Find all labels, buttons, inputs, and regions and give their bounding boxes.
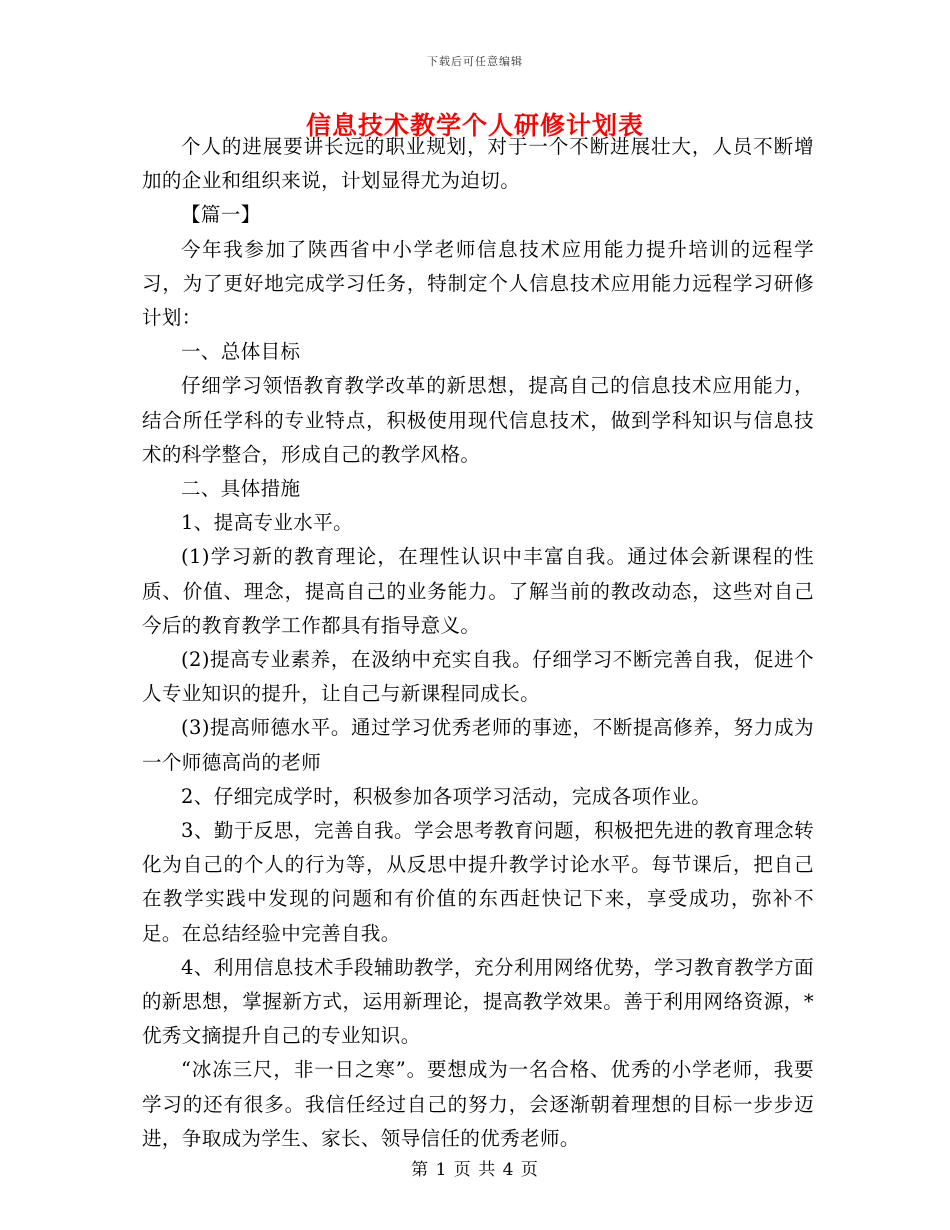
- section-heading-overall-goal: 一、总体目标: [181, 340, 301, 364]
- paragraph: 今年我参加了陕西省中小学老师信息技术应用能力提升培训的远程学习，为了更好地完成学习任务，特制定个人信息技术应用能力远程学习研修计划：: [142, 237, 814, 330]
- paragraph: (2)提高专业素养，在汲纳中充实自我。仔细学习不断完善自我，促进个人专业知识的提升，让自己与新课程同成长。: [142, 648, 814, 706]
- paragraph-intro: 个人的进展要讲长远的职业规划，对于一个不断进展壮大，人员不断增加的企业和组织来说，计划显得尤为迫切。: [142, 135, 814, 193]
- list-item: 4、利用信息技术手段辅助教学，充分利用网络优势，学习教育教学方面的新思想，掌握新方式，运用新理论，提高教学效果。善于利用网络资源，*优秀文摘提升自己的专业知识。: [142, 955, 814, 1048]
- paragraph: (1)学习新的教育理论，在理性认识中丰富自我。通过体会新课程的性质、价值、理念，提高自己的业务能力。了解当前的教改动态，这些对自己今后的教育教学工作都具有指导意义。: [142, 545, 814, 637]
- section-heading-part-one: 【篇一】: [181, 203, 261, 227]
- header-note: 下载后可任意编辑: [427, 55, 523, 68]
- list-item: 1、提高专业水平。: [181, 511, 354, 535]
- list-item: 2、仔细完成学时，积极参加各项学习活动，完成各项作业。: [181, 784, 712, 808]
- paragraph-closing: “冰冻三尺，非一日之寒”。要想成为一名合格、优秀的小学老师，我要学习的还有很多。我信任经过自己的努力，会逐渐朝着理想的目标一步步迈进，争取成为学生、家长、领导信任的优秀老师。: [142, 1058, 814, 1150]
- page-number-footer: 第 1 页 共 4 页: [411, 1160, 539, 1180]
- paragraph: 仔细学习领悟教育教学改革的新思想，提高自己的信息技术应用能力，结合所任学科的专业特点，积极使用现代信息技术，做到学科知识与信息技术的科学整合，形成自己的教学风格。: [142, 374, 814, 466]
- document-body: [142, 130, 814, 1156]
- document-title: 信息技术教学个人研修计划表: [305, 111, 644, 140]
- list-item: 3、勤于反思，完善自我。学会思考教育问题，积极把先进的教育理念转化为自己的个人的行为等，从反思中提升教学讨论水平。每节课后，把自己在教学实践中发现的问题和有价值的东西赶快记下来，享受成功，弥补不足。在总结经验中完善自我。: [142, 819, 814, 945]
- section-heading-measures: 二、具体措施: [181, 477, 301, 501]
- paragraph: (3)提高师德水平。通过学习优秀老师的事迹，不断提高修养，努力成为一个师德高尚的老师: [142, 716, 814, 774]
